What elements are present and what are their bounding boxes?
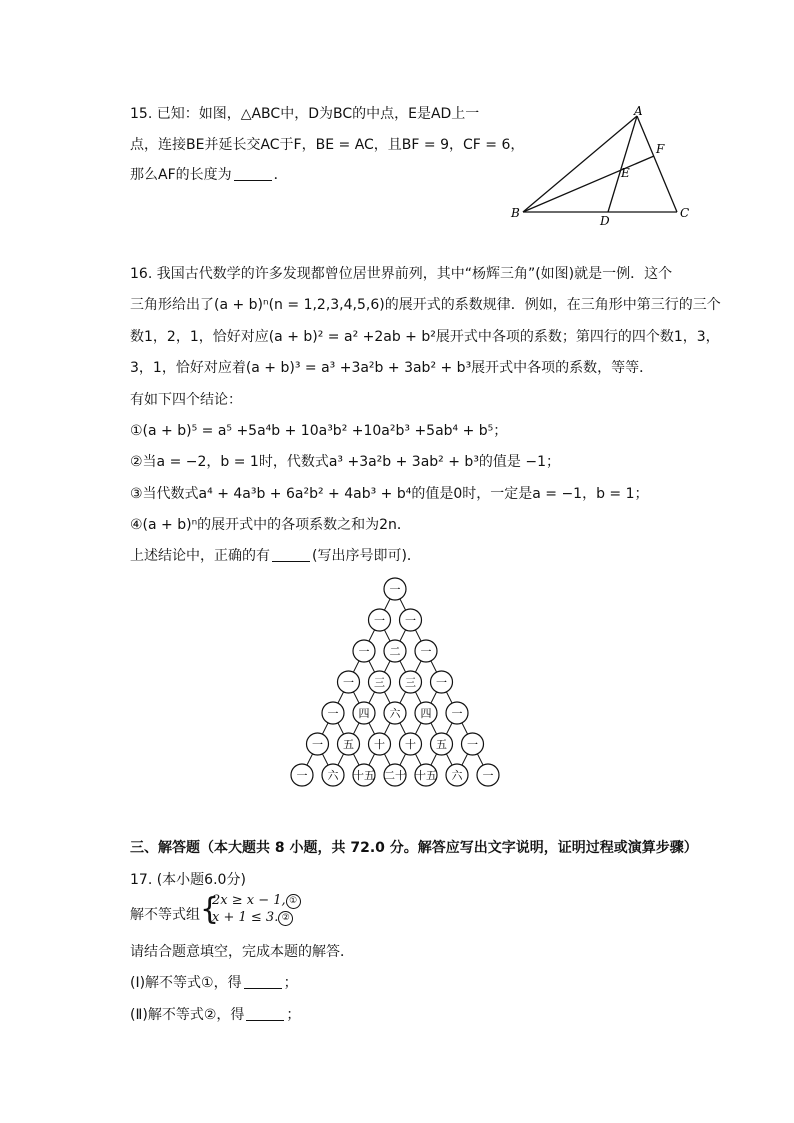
- label-E: E: [621, 166, 630, 180]
- q16-ask-prefix: 上述结论中，正确的有: [130, 548, 270, 564]
- q16-conclusion-1: ①(a + b)⁵ = a⁵ +5a⁴b + 10a³b² +10a²b³ +5ab⁴ + b⁵；: [130, 423, 508, 439]
- triangle-node-value: 一: [343, 676, 354, 689]
- q17-step2-prefix: (Ⅱ)解不等式②，得: [130, 1007, 245, 1023]
- q16-line2: 三角形给出了(a + b)ⁿ(n = 1,2,3,4,5,6)的展开式的系数规律．例如，在三角形中第三行的三个: [130, 297, 721, 313]
- triangle-node-value: 一: [296, 769, 308, 782]
- triangle-node-value: 六: [451, 769, 463, 782]
- label-F: F: [656, 142, 665, 156]
- triangle-node-value: 十: [405, 738, 416, 751]
- triangle-node-value: 十: [374, 738, 385, 751]
- inequality-2-mark: ②: [278, 911, 293, 926]
- q17-step2-blank[interactable]: [246, 1006, 284, 1021]
- q16-conclusion-2: ②当a = −2，b = 1时，代数式a³ +3a²b + 3ab² + b³的值是 −1；: [130, 454, 561, 470]
- inequality-2-text: x + 1 ≤ 3.: [212, 910, 279, 925]
- q15-line3-suffix: ．: [273, 167, 288, 183]
- label-B: B: [511, 206, 520, 220]
- q17-inequality-2: [212, 910, 293, 926]
- inequality-1-text: 2x ≥ x − 1,: [212, 893, 286, 908]
- triangle-node-value: 五: [343, 738, 354, 751]
- q17-step1-suffix: ；: [283, 975, 298, 991]
- q15-line3-prefix: 那么AF的长度为: [130, 167, 232, 183]
- triangle-node-value: 五: [436, 738, 447, 751]
- triangle-node-value: 一: [389, 583, 401, 596]
- label-C: C: [680, 206, 690, 220]
- label-A: A: [634, 104, 643, 118]
- triangle-node-value: 一: [467, 738, 478, 751]
- triangle-node-value: 十五: [353, 769, 375, 782]
- triangle-node-value: 三: [374, 676, 385, 689]
- triangle-node-value: 四: [420, 707, 432, 720]
- q17-step2: [130, 1005, 300, 1025]
- q15-line1: 15. 已知：如图，△ABC中，D为BC的中点，E是AD上一: [130, 106, 480, 122]
- q16-line5: 有如下四个结论：: [130, 392, 242, 408]
- triangle-node-value: 一: [451, 707, 463, 720]
- triangle-node-value: 一: [358, 645, 370, 658]
- q17-inequality-1: [212, 893, 301, 909]
- q16-answer-blank[interactable]: [272, 547, 310, 562]
- triangle-node-value: 二: [389, 645, 401, 658]
- triangle-node-value: 四: [358, 707, 370, 720]
- q17-step1-prefix: (Ⅰ)解不等式①，得: [130, 975, 242, 991]
- q17-title: 17. (本小题6.0分): [130, 872, 246, 888]
- yanghui-triangle-figure: [290, 575, 505, 805]
- q16-conclusion-4: ④(a + b)ⁿ的展开式中的各项系数之和为2n．: [130, 517, 411, 533]
- triangle-node-value: 三: [405, 676, 416, 689]
- triangle-node-value: 六: [327, 769, 339, 782]
- label-D: D: [600, 214, 610, 228]
- triangle-node-value: 一: [374, 614, 385, 627]
- triangle-node-value: 一: [327, 707, 339, 720]
- q15-triangle-figure: [505, 102, 705, 230]
- q17-step1-blank[interactable]: [244, 974, 282, 989]
- triangle-node-value: 一: [482, 769, 494, 782]
- q17-prompt: 解不等式组: [130, 907, 200, 923]
- q16-line4: 3，1，恰好对应着(a + b)³ = a³ +3a²b + 3ab² + b³展开式中各项的系数，等等．: [130, 360, 654, 376]
- q15-answer-blank[interactable]: [234, 166, 272, 181]
- system-brace: {: [200, 892, 220, 927]
- q15-line3: [130, 165, 288, 185]
- q16-conclusion-3: ③当代数式a⁴ + 4a³b + 6a²b² + 4ab³ + b⁴的值是0时，一定是a = −1，b = 1；: [130, 486, 649, 502]
- triangle-node-value: 十五: [415, 769, 437, 782]
- triangle-node-value: 一: [405, 614, 416, 627]
- triangle-node-value: 二十: [384, 769, 406, 782]
- q17-step2-suffix: ；: [286, 1007, 301, 1023]
- triangle-node-value: 一: [420, 645, 432, 658]
- q17-instruction: 请结合题意填空，完成本题的解答．: [130, 944, 354, 960]
- q15-line2: 点，连接BE并延长交AC于F，BE = AC，且BF = 9，CF = 6，: [130, 137, 525, 153]
- q17-step1: [130, 973, 298, 993]
- q16-ask: [130, 546, 421, 566]
- q16-line1: 16. 我国古代数学的许多发现都曾位居世界前列，其中“杨辉三角”(如图)就是一例．这个: [130, 266, 673, 282]
- inequality-1-mark: ①: [286, 894, 301, 909]
- triangle-node-value: 一: [312, 738, 323, 751]
- q16-ask-suffix: (写出序号即可)．: [312, 548, 421, 564]
- triangle-node-value: 六: [389, 707, 401, 720]
- triangle-node-value: 一: [436, 676, 447, 689]
- q16-line3: 数1，2，1，恰好对应(a + b)² = a² +2ab + b²展开式中各项的系数；第四行的四个数1，3，: [130, 329, 720, 345]
- section3-heading: 三、解答题（本大题共 8 小题，共 72.0 分。解答应写出文字说明，证明过程或演算步骤）: [130, 840, 698, 856]
